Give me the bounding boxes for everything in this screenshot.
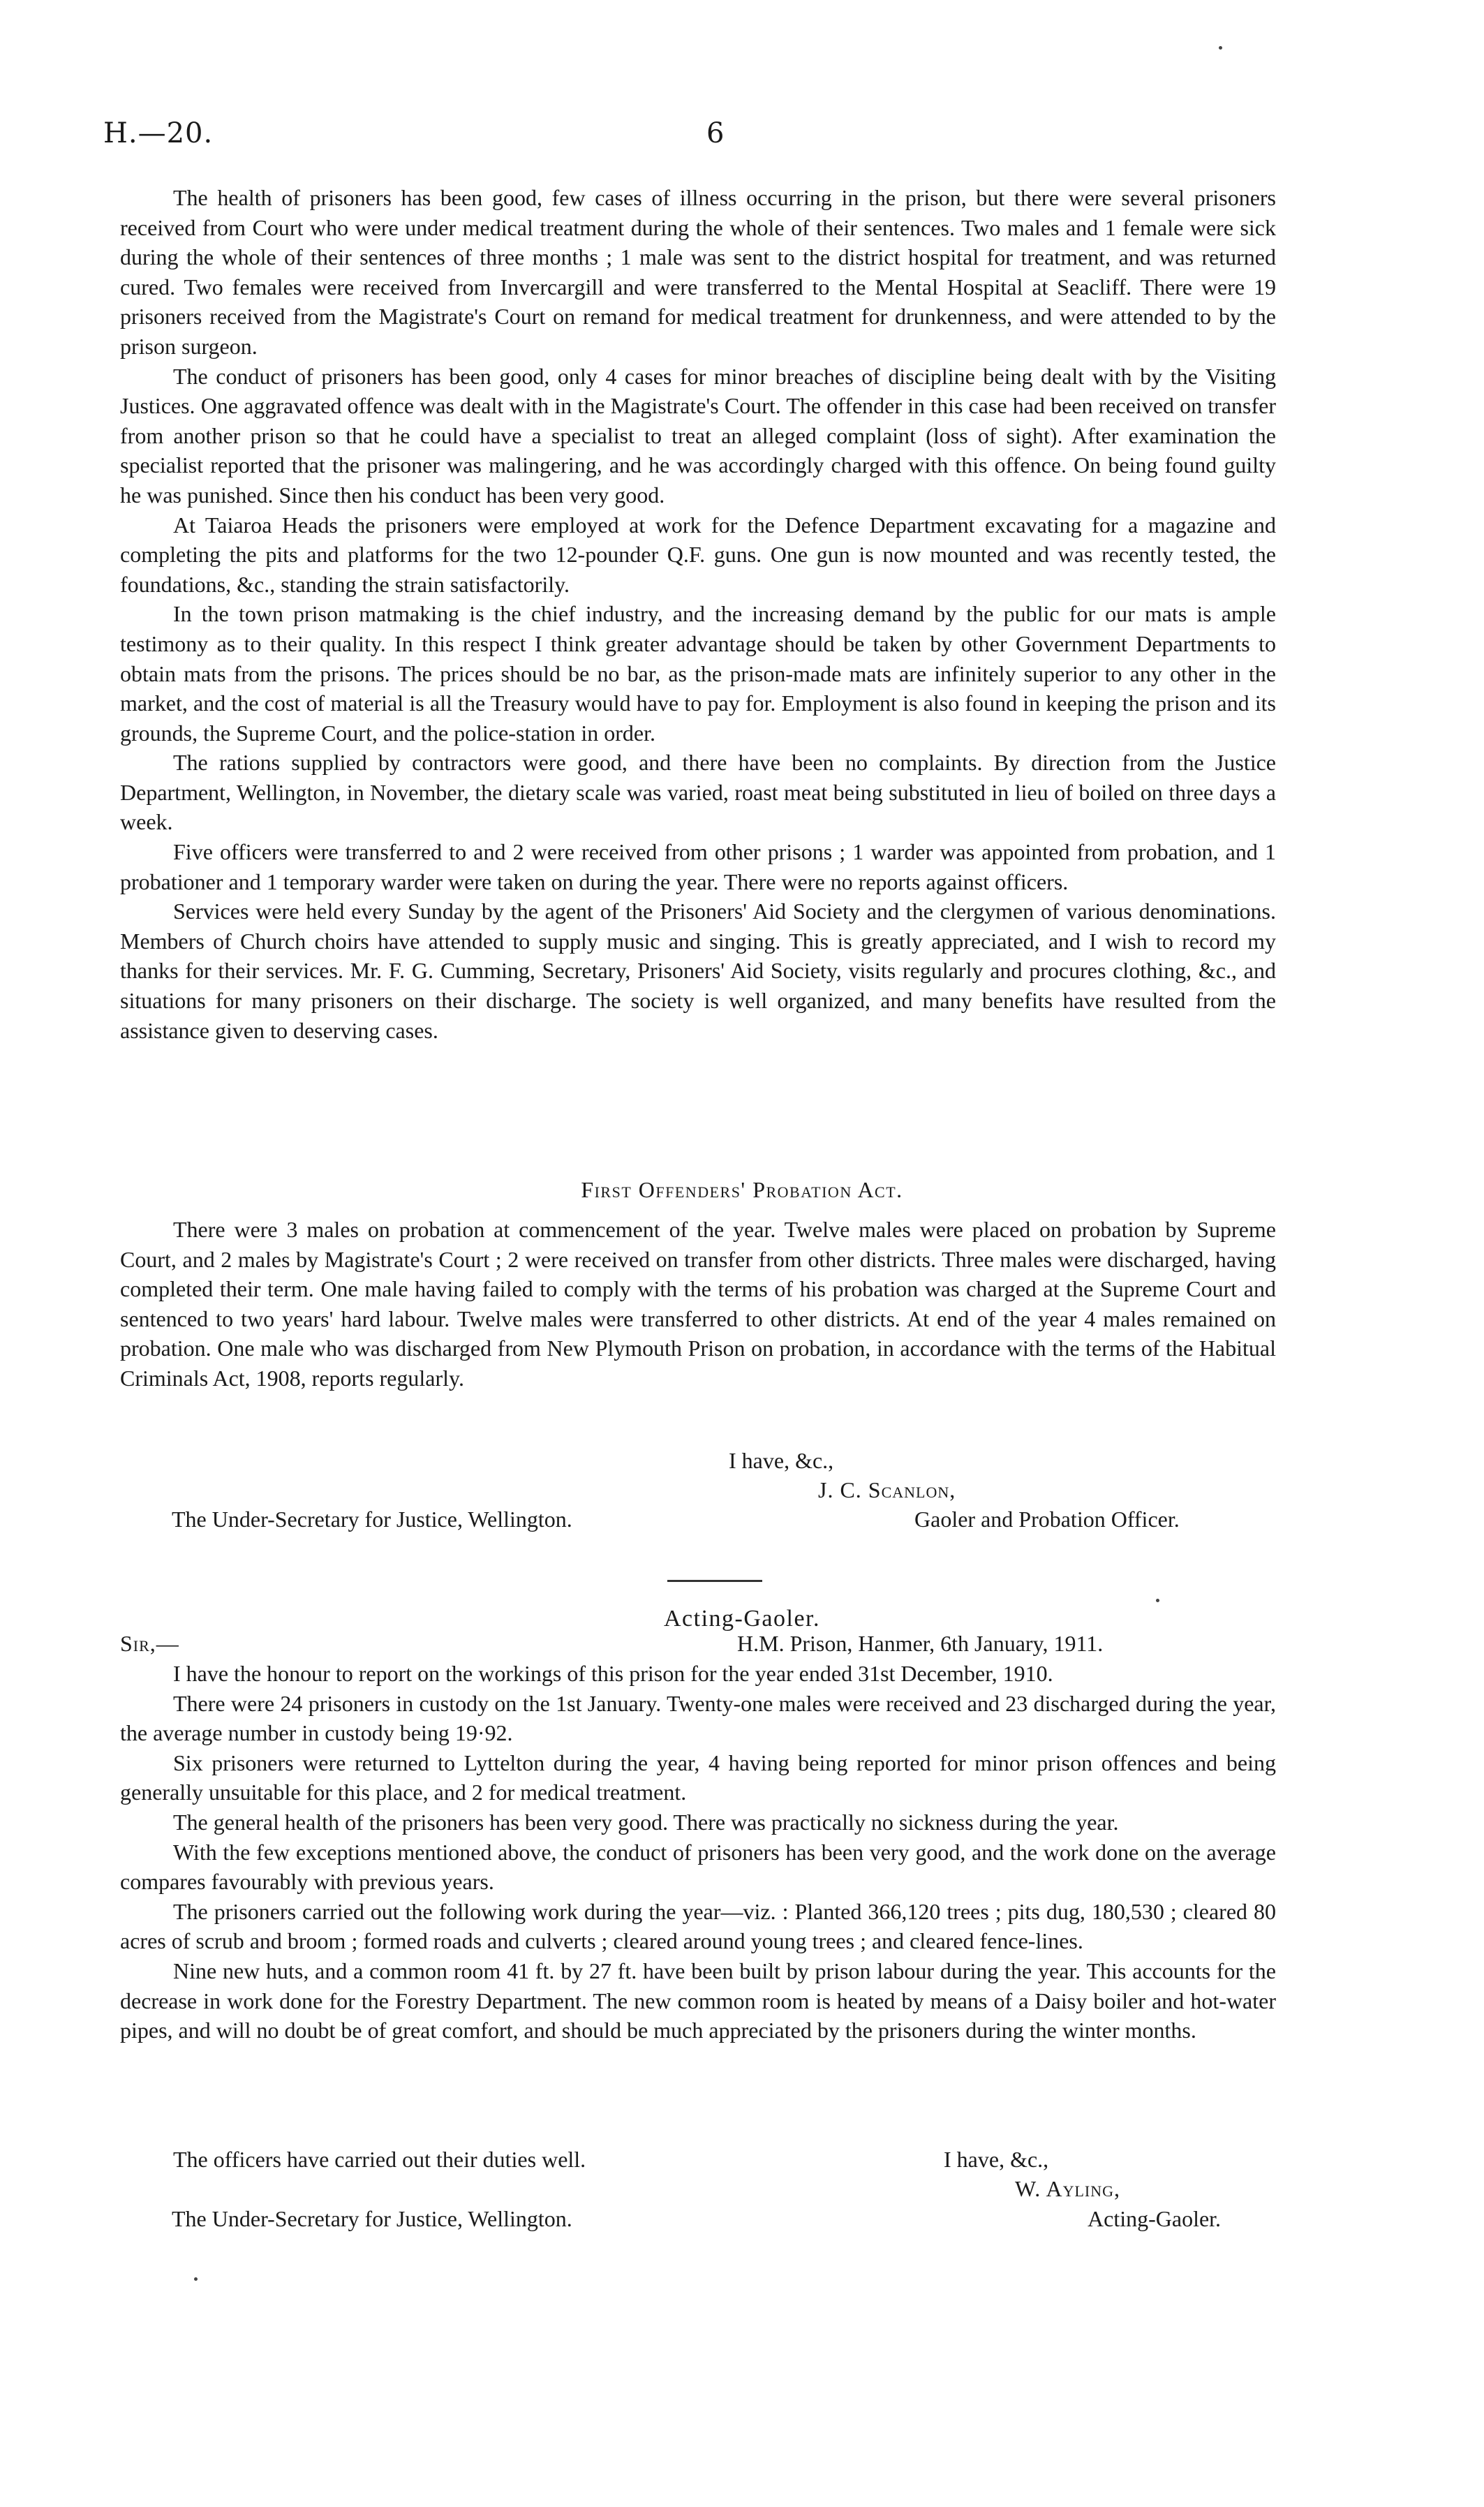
paragraph-huts: Nine new huts, and a common room 41 ft. by 27 ft. have been built by prison labour during the year. This accounts for the decrease in work done for the Forestry Department. The new common room is heated by means of a Daisy boiler and hot-water pipes, and will no doubt be of great comfort, and should be much appreciated by the prisoners during the winter months.	[120, 1958, 1276, 2043]
paragraph-taiaroa: At Taiaroa Heads the prisoners were employed at work for the Defence Department excavating for a magazine and completing the pits and platforms for the two 12-pounder Q.F. guns. One gun is now mounted and was recently tested, the foundations, &c., standing the strain satisfactorily.	[120, 512, 1276, 597]
prison-section-title: Acting-Gaoler.	[664, 1606, 820, 1632]
addressee-line: The Under-Secretary for Justice, Wellington.	[172, 1507, 572, 1532]
dateline: H.M. Prison, Hanmer, 6th January, 1911.	[737, 1631, 1104, 1656]
addressee-line: The Under-Secretary for Justice, Wellington.	[172, 2206, 572, 2231]
paragraph-rations: The rations supplied by contractors were good, and there have been no complaints. By direction from the Justice Department, Wellington, in November, the dietary scale was varied, roast meat being substituted in lieu of boiled on three days a week.	[120, 750, 1276, 835]
speck-mark	[1156, 1599, 1159, 1602]
signatory-name: W. Ayling,	[1015, 2176, 1121, 2201]
closing-line: I have, &c.,	[944, 2147, 1049, 2172]
paragraph-officers: Five officers were transferred to and 2 were received from other prisons ; 1 warder was appointed from probation, and 1 probationer and 1 temporary warder were taken on during the year. There were no reports against officers.	[120, 839, 1276, 894]
section-divider	[667, 1580, 762, 1582]
closing-line: I have, &c.,	[729, 1448, 834, 1473]
signatory-title: Acting-Gaoler.	[1088, 2206, 1222, 2231]
report-section-body	[120, 183, 1276, 1045]
salutation: Sir,—	[120, 1631, 179, 1656]
paragraph-matmaking: In the town prison matmaking is the chief industry, and the increasing demand by the public for our mats is ample testimony as to their quality. In this respect I think greater advantage should be taken by other Government Departments to obtain mats from the prisons. The prices should be no bar, as the prison-made mats are infinitely superior to any other in the market, and the cost of material is all the Treasury would have to pay for. Employment is also found in keeping the prison and its grounds, the Supreme Court, and the police-station in order.	[120, 601, 1276, 746]
first-offenders-body	[120, 1215, 1276, 1393]
speck-mark	[194, 2277, 198, 2281]
paragraph-health: The general health of the prisoners has been very good. There was practically no sickness during the year.	[173, 1809, 1119, 1835]
page-number: 6	[706, 117, 725, 149]
hanmer-report-body	[120, 1659, 1276, 2046]
paragraph-returns: Six prisoners were returned to Lyttelton during the year, 4 having being reported for minor prison offences and being generally unsuitable for this place, and 2 for medical treatment.	[120, 1750, 1276, 1805]
paragraph-work: The prisoners carried out the following work during the year—viz. : Planted 366,120 trees ; pits dug, 180,530 ; cleared 80 acres of scrub and broom ; formed roads and culverts ; cleared around young trees ; and cleared fence-lines.	[120, 1898, 1276, 1954]
signatory-title: Gaoler and Probation Officer.	[914, 1507, 1180, 1532]
paragraph-conduct: The conduct of prisoners has been good, only 4 cases for minor breaches of discipline being dealt with by the Visiting Justices. One aggravated offence was dealt with in the Magistrate's Court. The offender in this case had been received on transfer from another prison so that he could have a specialist to treat an alleged complaint (loss of sight). After examination the specialist reported that the prisoner was malingering, and he was accordingly charged with this offence. On being found guilty he was punished. Since then his conduct has been very good.	[120, 363, 1276, 508]
paragraph-health: The health of prisoners has been good, few cases of illness occurring in the prison, but there were several prisoners received from Court who were under medical treatment during the whole of their sentences. Two males and 1 female were sick during the whole of their sentences of three months ; 1 male was sent to the district hospital for treatment, and was returned cured. Two females were received from Invercargill and were transferred to the Mental Hospital at Seacliff. There were 19 prisoners received from the Magistrate's Court on remand for medical treatment for drunkenness, and were attended to by the prison surgeon.	[120, 185, 1276, 359]
paragraph-conduct: With the few exceptions mentioned above, the conduct of prisoners has been very good, and the work done on the average compares favourably with previous years.	[120, 1839, 1276, 1895]
paragraph-custody: There were 24 prisoners in custody on the 1st January. Twenty-one males were received and 23 discharged during the year, the average number in custody being 19·92.	[120, 1690, 1276, 1746]
first-offenders-heading: First Offenders' Probation Act.	[581, 1177, 903, 1202]
report-reference: H.—20.	[103, 117, 214, 149]
paragraph-services: Services were held every Sunday by the agent of the Prisoners' Aid Society and the clergymen of various denominations. Members of Church choirs have attended to supply music and singing. This is greatly appreciated, and I wish to record my thanks for their services. Mr. F. G. Cumming, Secretary, Prisoners' Aid Society, visits regularly and procures clothing, &c., and situations for many prisoners on their discharge. The society is well organized, and many benefits have resulted from the assistance given to deserving cases.	[120, 898, 1276, 1043]
signatory-name: J. C. Scanlon,	[818, 1477, 956, 1502]
paragraph-intro: I have the honour to report on the workings of this prison for the year ended 31st December, 1910.	[173, 1661, 1053, 1686]
closing-remark: The officers have carried out their duties well.	[173, 2147, 586, 2172]
paragraph-probation: There were 3 males on probation at commencement of the year. Twelve males were placed on probation by Supreme Court, and 2 males by Magistrate's Court ; 2 were received on transfer from other districts. Three males were discharged, having completed their term. One male having failed to comply with the terms of his probation was charged at the Supreme Court and sentenced to two years' hard labour. Twelve males were transferred to other districts. At end of the year 4 males remained on probation. One male who was discharged from New Plymouth Prison on probation, in accordance with the terms of the Habitual Criminals Act, 1908, reports regularly.	[120, 1217, 1276, 1391]
speck-mark	[1219, 46, 1222, 50]
